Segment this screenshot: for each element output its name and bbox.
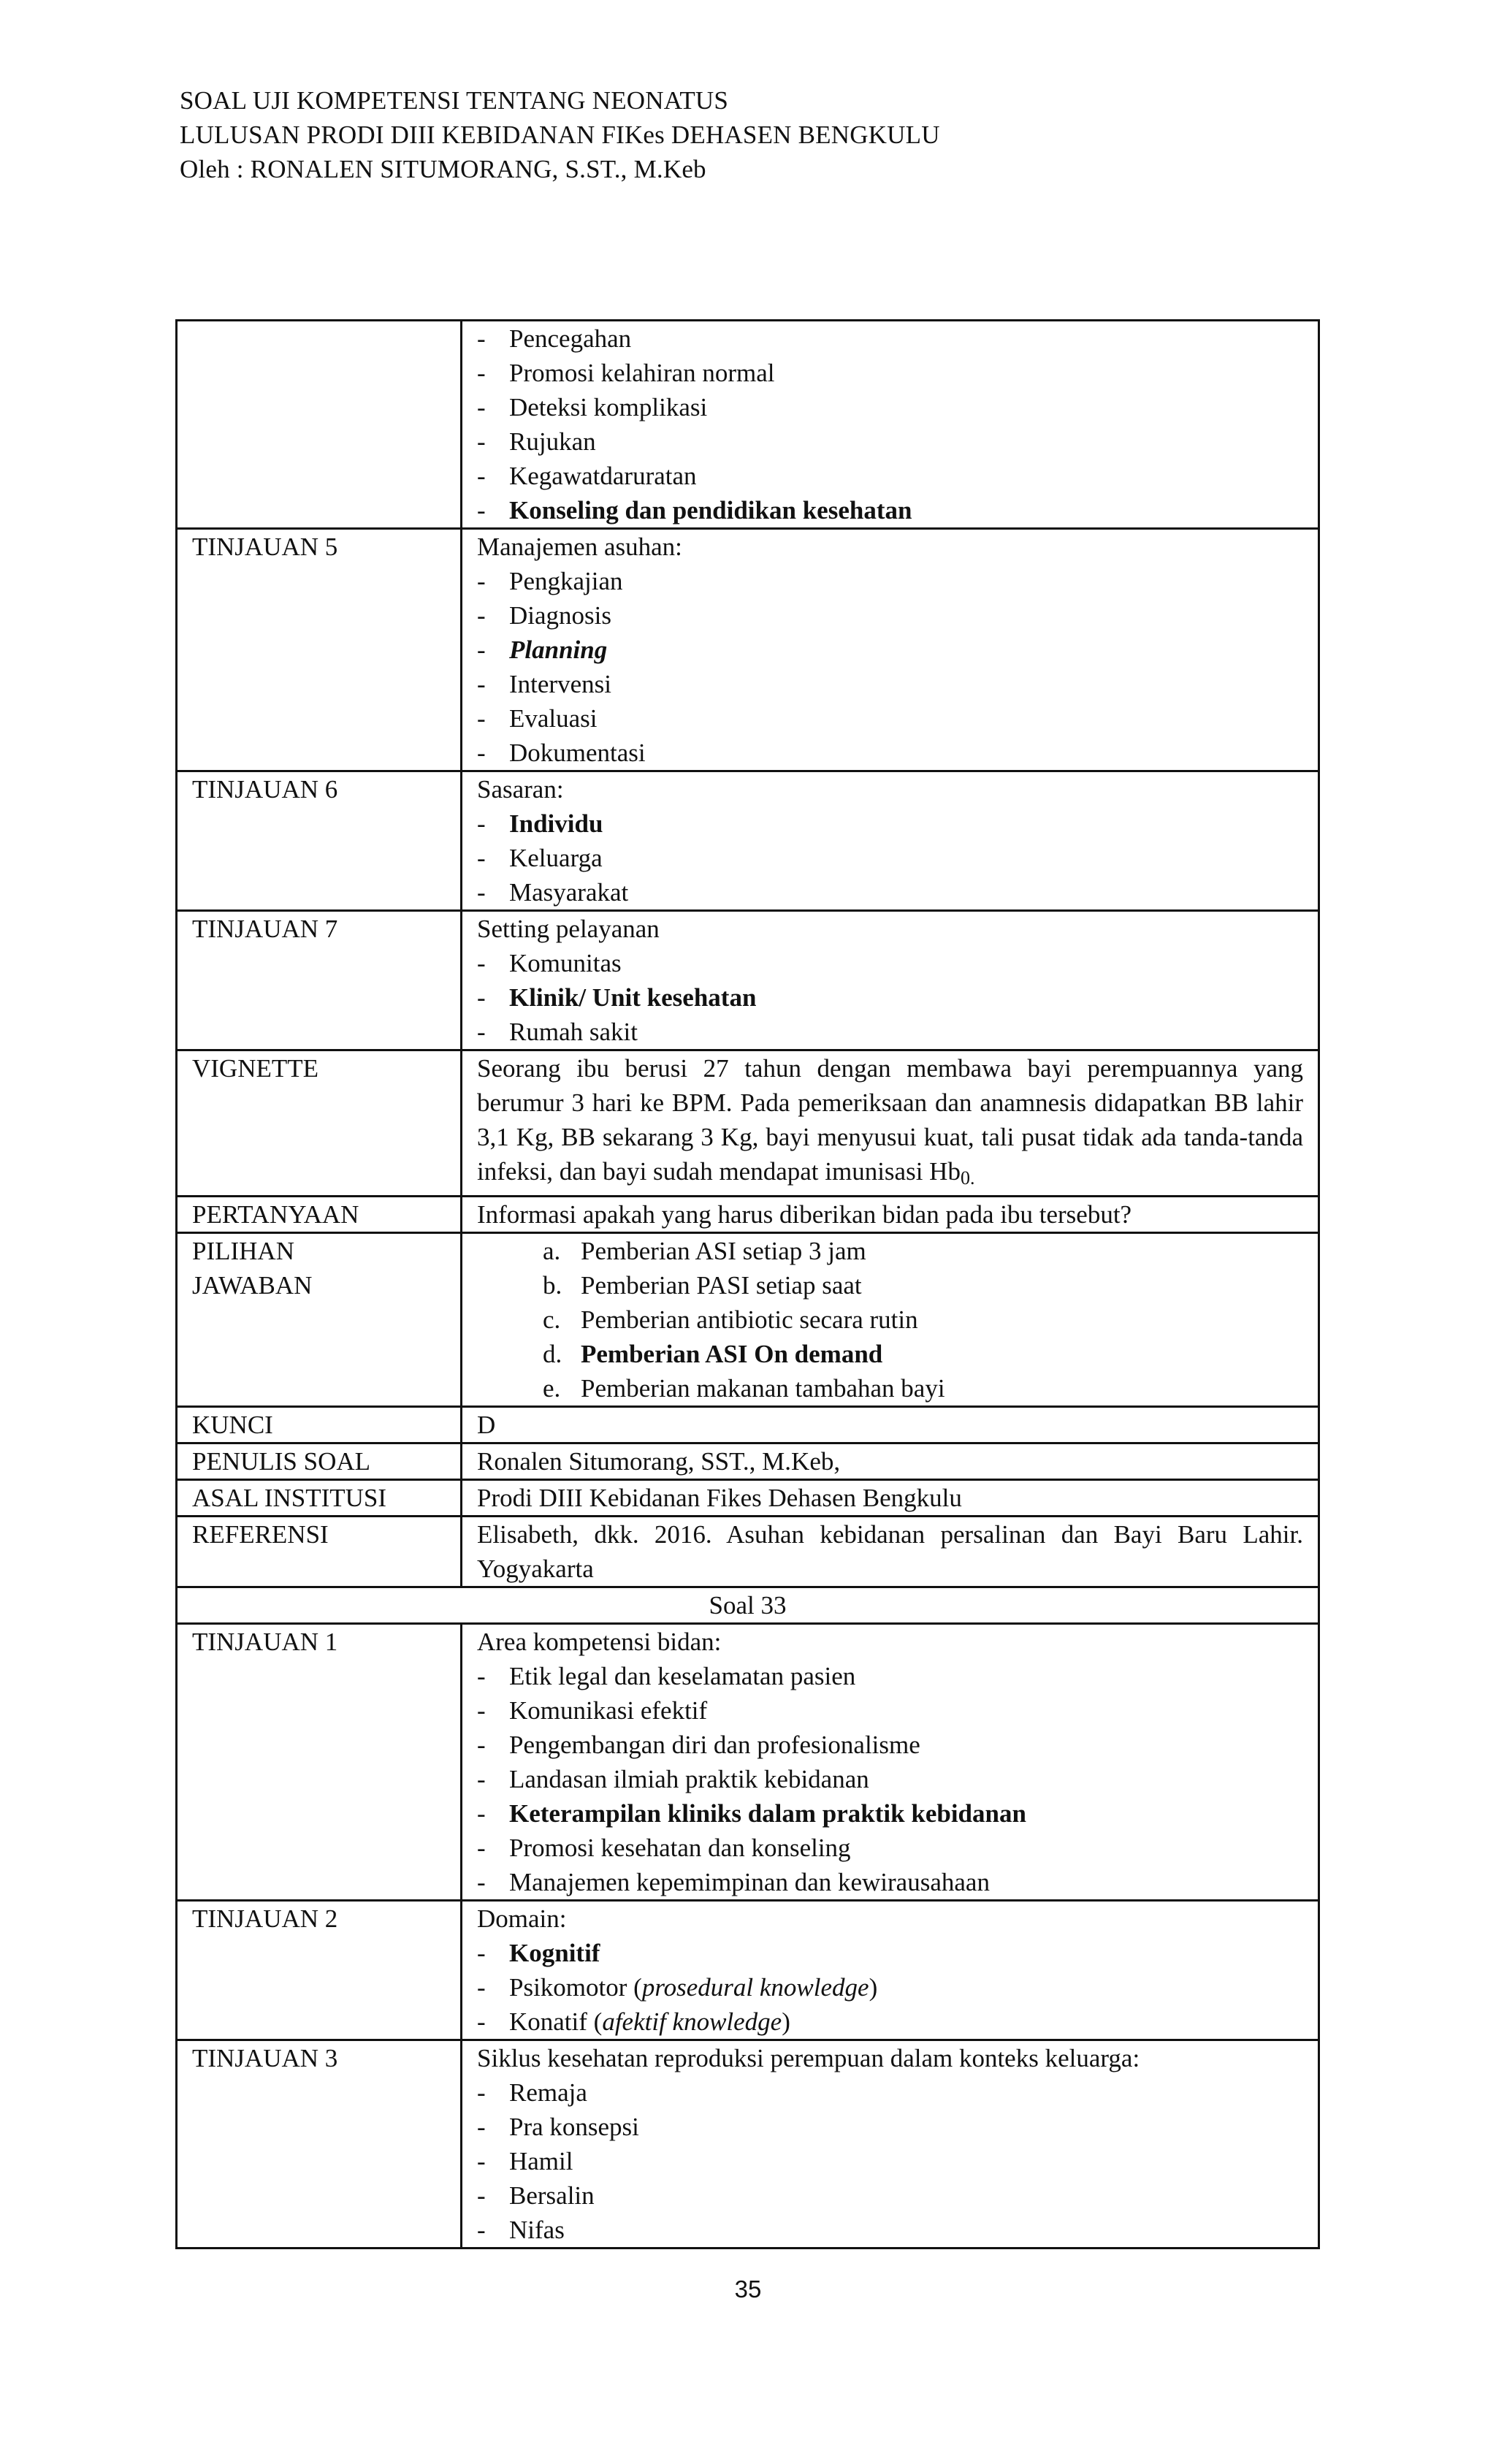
list-item: - Manajemen kepemimpinan dan kewirausahaan bbox=[477, 1868, 990, 1896]
list-item: - Klinik/ Unit kesehatan bbox=[477, 983, 757, 1012]
list-item: - Pencegahan bbox=[477, 324, 632, 353]
list-item: - Rujukan bbox=[477, 427, 596, 456]
list-item: - Kognitif bbox=[477, 1939, 600, 1967]
list-item: - Promosi kelahiran normal bbox=[477, 359, 775, 387]
list-item: - Komunitas bbox=[477, 949, 622, 977]
row-content bbox=[462, 2040, 1319, 2249]
section-intro: Area kompetensi bidan: bbox=[477, 1628, 722, 1656]
section-intro: Setting pelayanan bbox=[477, 915, 660, 943]
list-item: - Pengkajian bbox=[477, 567, 623, 595]
list-item: - Rumah sakit bbox=[477, 1018, 638, 1046]
list-item: - Keluarga bbox=[477, 844, 603, 872]
list-item: - Bersalin bbox=[477, 2181, 595, 2210]
table-row bbox=[177, 1480, 1319, 1517]
row-label-pertanyaan: PERTANYAAN bbox=[177, 1197, 462, 1233]
row-content bbox=[462, 321, 1319, 529]
answer-option-b: b. Pemberian PASI setiap saat bbox=[543, 1271, 862, 1300]
list-item: - Nifas bbox=[477, 2216, 565, 2244]
institution-value: Prodi DIII Kebidanan Fikes Dehasen Bengkulu bbox=[462, 1480, 1319, 1517]
list-item: - Intervensi bbox=[477, 670, 611, 698]
table-row bbox=[177, 1407, 1319, 1443]
list-item: - Dokumentasi bbox=[477, 739, 646, 767]
table-row bbox=[177, 771, 1319, 911]
section-intro: Sasaran: bbox=[477, 775, 564, 804]
reference-value: Elisabeth, dkk. 2016. Asuhan kebidanan persalinan dan Bayi Baru Lahir. Yogyakarta bbox=[462, 1517, 1319, 1587]
row-label-kunci: KUNCI bbox=[177, 1407, 462, 1443]
answer-option-e: e. Pemberian makanan tambahan bayi bbox=[543, 1374, 945, 1403]
row-label-tinjauan-2: TINJAUAN 2 bbox=[177, 1901, 462, 2040]
section-intro: Domain: bbox=[477, 1904, 567, 1933]
list-item: - Konseling dan pendidikan kesehatan bbox=[477, 496, 912, 525]
answer-key: D bbox=[462, 1407, 1319, 1443]
list-item: - Planning bbox=[477, 636, 608, 664]
document-header bbox=[180, 83, 940, 186]
table-row bbox=[177, 1050, 1319, 1197]
list-item: - Deteksi komplikasi bbox=[477, 393, 708, 422]
list-item: - Pengembangan diri dan profesionalisme bbox=[477, 1731, 920, 1759]
header-author: Oleh : RONALEN SITUMORANG, S.ST., M.Keb bbox=[180, 155, 706, 183]
answer-options bbox=[462, 1233, 1319, 1407]
list-item: - Diagnosis bbox=[477, 601, 611, 630]
table-row bbox=[177, 2040, 1319, 2249]
section-intro: Manajemen asuhan: bbox=[477, 533, 682, 561]
author-value: Ronalen Situmorang, SST., M.Keb, bbox=[462, 1443, 1319, 1480]
row-content bbox=[462, 1624, 1319, 1901]
row-label-tinjauan-6: TINJAUAN 6 bbox=[177, 771, 462, 911]
list-item: - Etik legal dan keselamatan pasien bbox=[477, 1662, 856, 1690]
row-label-tinjauan-7: TINJAUAN 7 bbox=[177, 911, 462, 1050]
table-row bbox=[177, 911, 1319, 1050]
row-label-vignette: VIGNETTE bbox=[177, 1050, 462, 1197]
answer-option-c: c. Pemberian antibiotic secara rutin bbox=[543, 1305, 918, 1334]
list-item: - Kegawatdaruratan bbox=[477, 462, 697, 490]
row-content bbox=[462, 1901, 1319, 2040]
list-item: - Hamil bbox=[477, 2147, 573, 2175]
table-row bbox=[177, 1233, 1319, 1407]
list-item: - Konatif (afektif knowledge) bbox=[477, 2007, 790, 2036]
row-content bbox=[462, 771, 1319, 911]
question-text: Informasi apakah yang harus diberikan bidan pada ibu tersebut? bbox=[462, 1197, 1319, 1233]
list-item: - Keterampilan kliniks dalam praktik kebidanan bbox=[477, 1799, 1026, 1828]
table-row bbox=[177, 1587, 1319, 1624]
row-label-tinjauan-5: TINJAUAN 5 bbox=[177, 529, 462, 771]
table-row bbox=[177, 529, 1319, 771]
table-row bbox=[177, 1517, 1319, 1587]
answer-option-d: d. Pemberian ASI On demand bbox=[543, 1340, 883, 1368]
row-label-penulis: PENULIS SOAL bbox=[177, 1443, 462, 1480]
row-label-tinjauan-1: TINJAUAN 1 bbox=[177, 1624, 462, 1901]
list-item: - Komunikasi efektif bbox=[477, 1696, 708, 1725]
section-intro: Siklus kesehatan reproduksi perempuan dalam konteks keluarga: bbox=[477, 2044, 1140, 2072]
question-table bbox=[175, 319, 1320, 2249]
list-item: - Masyarakat bbox=[477, 878, 629, 907]
question-number-heading: Soal 33 bbox=[177, 1587, 1319, 1624]
row-label-empty bbox=[177, 321, 462, 529]
row-content bbox=[462, 911, 1319, 1050]
list-item: - Individu bbox=[477, 809, 603, 838]
list-item: - Evaluasi bbox=[477, 704, 598, 733]
answer-option-a: a. Pemberian ASI setiap 3 jam bbox=[543, 1237, 866, 1265]
list-item: - Landasan ilmiah praktik kebidanan bbox=[477, 1765, 869, 1793]
list-item: - Promosi kesehatan dan konseling bbox=[477, 1834, 851, 1862]
header-title: SOAL UJI KOMPETENSI TENTANG NEONATUS bbox=[180, 86, 729, 115]
row-label-referensi: REFERENSI bbox=[177, 1517, 462, 1587]
table-row bbox=[177, 1901, 1319, 2040]
table-row bbox=[177, 1443, 1319, 1480]
table-row bbox=[177, 321, 1319, 529]
vignette-text: Seorang ibu berusi 27 tahun dengan membawa bayi perempuannya yang berumur 3 hari ke BPM. Pada pemeriksaan dan anamnesis didapatkan BB lahir 3,1 Kg, BB sekarang 3 Kg, bayi menyusui kuat, tali pusat tidak ada tanda-tanda infeksi, dan bayi sudah mendapat imunisasi $Hb_{0.}$ bbox=[462, 1050, 1319, 1197]
row-label-pilihan-jawaban: PILIHAN JAWABAN bbox=[177, 1233, 462, 1407]
row-content bbox=[462, 529, 1319, 771]
list-item: - Pra konsepsi bbox=[477, 2113, 639, 2141]
header-program: LULUSAN PRODI DIII KEBIDANAN FIKes DEHASEN BENGKULU bbox=[180, 121, 940, 149]
table-row bbox=[177, 1197, 1319, 1233]
row-label-tinjauan-3: TINJAUAN 3 bbox=[177, 2040, 462, 2249]
table-row bbox=[177, 1624, 1319, 1901]
page-number: 35 bbox=[734, 2276, 762, 2303]
list-item: - Psikomotor (prosedural knowledge) bbox=[477, 1973, 878, 2002]
row-label-institusi: ASAL INSTITUSI bbox=[177, 1480, 462, 1517]
list-item: - Remaja bbox=[477, 2078, 587, 2107]
